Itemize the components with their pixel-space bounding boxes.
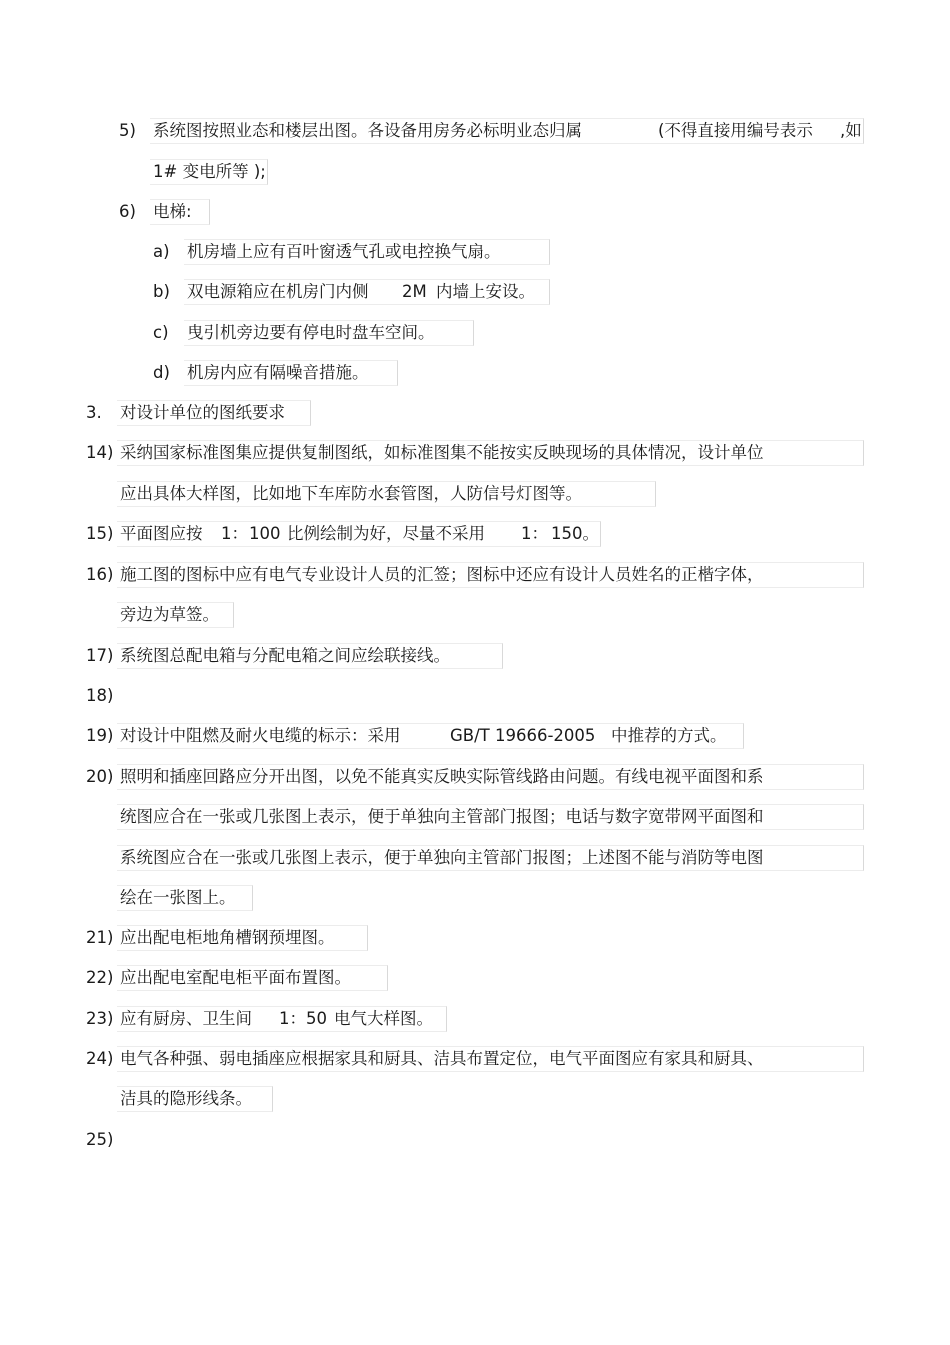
item-text: 系统图应合在一张或几张图上表示，便于单独向主管部门报图；上述图不能与消防等电图	[120, 848, 764, 867]
section-number: 3.	[86, 403, 102, 422]
item-text: 应出配电柜地角槽钢预埋图。	[120, 928, 335, 947]
item-number: 23)	[86, 1009, 114, 1028]
item-text: 采纳国家标准图集应提供复制图纸，如标准图集不能按实反映现场的具体情况，设计单位	[120, 443, 764, 462]
item-text: 旁边为草签。	[120, 605, 219, 624]
item-text: 施工图的图标中应有电气专业设计人员的汇签；图标中还应有设计人员姓名的正楷字体，	[120, 565, 764, 584]
item-text: 应出具体大样图，比如地下车库防水套管图，人防信号灯图等。	[120, 484, 582, 503]
item-number: 20)	[86, 767, 114, 786]
item-text: 系统图总配电箱与分配电箱之间应绘联接线。	[120, 646, 450, 665]
item-text: 1：	[279, 1009, 306, 1028]
item-number: b)	[153, 282, 170, 301]
item-text: 100	[249, 524, 281, 543]
item-text: 150。	[551, 524, 599, 543]
item-number: 21)	[86, 928, 114, 947]
item-text: ,如	[840, 121, 862, 140]
item-number: 5)	[119, 121, 136, 140]
item-text: 电梯:	[153, 202, 192, 221]
item-number: 18)	[86, 686, 114, 705]
item-text: 内墙上安设。	[436, 282, 535, 301]
item-number: 22)	[86, 968, 114, 987]
item-number: 24)	[86, 1049, 114, 1068]
item-text: 应有厨房、卫生间	[120, 1009, 252, 1028]
item-text: 洁具的隐形线条。	[120, 1089, 252, 1108]
item-text: 1：	[521, 524, 548, 543]
item-number: 25)	[86, 1130, 114, 1149]
item-text: 机房墙上应有百叶窗透气孔或电控换气扇。	[187, 242, 501, 261]
item-text: 1# 变电所等 );	[153, 162, 266, 181]
item-text: 曳引机旁边要有停电时盘车空间。	[187, 323, 435, 342]
item-text: 统图应合在一张或几张图上表示，便于单独向主管部门报图；电话与数字宽带网平面图和	[120, 807, 764, 826]
item-text: 2M	[402, 282, 427, 301]
item-text: 中推荐的方式。	[611, 726, 727, 745]
item-text: 比例绘制为好，尽量不采用	[287, 524, 485, 543]
item-number: 16)	[86, 565, 114, 584]
item-text: 50	[306, 1009, 327, 1028]
item-number: 14)	[86, 443, 114, 462]
item-text: 双电源箱应在机房门内侧	[187, 282, 369, 301]
item-text: 系统图按照业态和楼层出图。各设备用房务必标明业态归属	[153, 121, 582, 140]
item-text: 平面图应按	[120, 524, 203, 543]
item-number: 6)	[119, 202, 136, 221]
item-text: 照明和插座回路应分开出图，以免不能真实反映实际管线路由问题。有线电视平面图和系	[120, 767, 764, 786]
item-text: 1：	[221, 524, 248, 543]
item-number: 17)	[86, 646, 114, 665]
item-number: a)	[153, 242, 170, 261]
item-number: 15)	[86, 524, 114, 543]
item-number: d)	[153, 363, 170, 382]
item-number: 19)	[86, 726, 114, 745]
item-text: GB/T 19666-2005	[450, 726, 596, 745]
item-number: c)	[153, 323, 169, 342]
item-text: (不得直接用编号表示	[658, 121, 813, 140]
item-text: 电气各种强、弱电插座应根据家具和厨具、洁具布置定位，电气平面图应有家具和厨具、	[120, 1049, 764, 1068]
item-text: 对设计中阻燃及耐火电缆的标示：采用	[120, 726, 401, 745]
section-title: 对设计单位的图纸要求	[120, 403, 285, 422]
item-text: 绘在一张图上。	[120, 888, 236, 907]
item-text: 电气大样图。	[334, 1009, 433, 1028]
item-text: 应出配电室配电柜平面布置图。	[120, 968, 351, 987]
item-text: 机房内应有隔噪音措施。	[187, 363, 369, 382]
